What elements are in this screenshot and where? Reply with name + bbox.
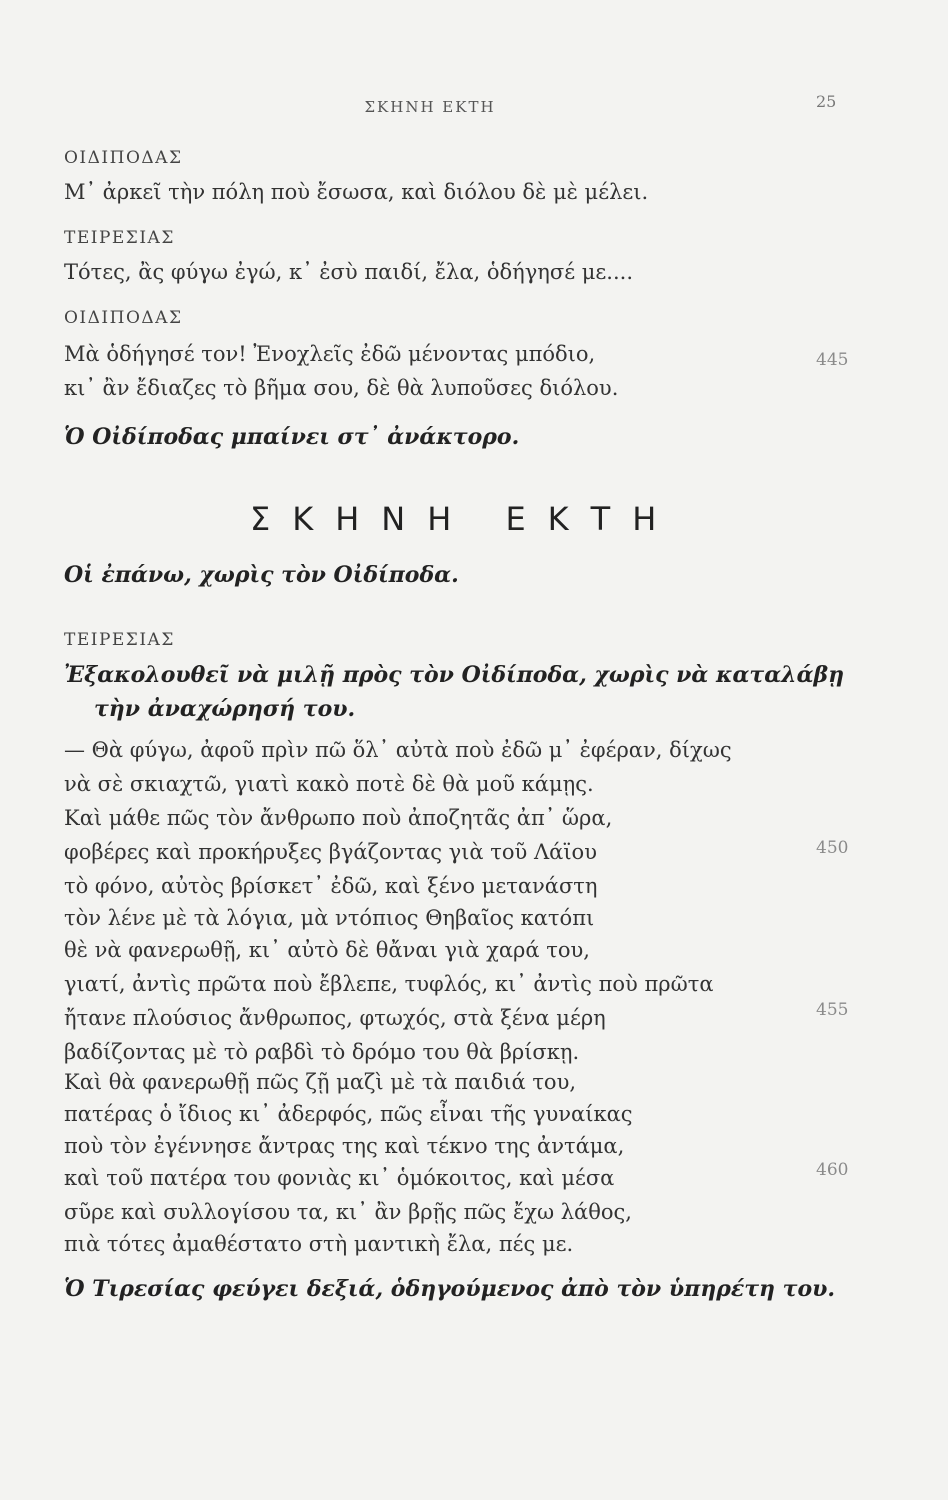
verse-line: κι᾽ ἂν ἔδιαζες τὸ βῆμα σου, δὲ θὰ λυποῦσες διόλου. [64,376,619,400]
verse-line: ποὺ τὸν ἐγέννησε ἄντρας της καὶ τέκνο της ἀντάμα, [64,1134,625,1158]
verse-line: βαδίζοντας μὲ τὸ ραβδὶ τὸ δρόμο του θὰ βρίσκῃ. [64,1040,580,1064]
scene-title: ΣΚΗΝΗ ΕΚΤΗ [250,500,679,538]
line-number: 460 [816,1160,849,1180]
running-header: ΣΚΗΝΗ ΕΚΤΗ [364,98,496,116]
scene-direction: Οἱ ἐπάνω, χωρὶς τὸν Οἰδίποδα. [64,562,459,588]
line-number: 455 [816,1000,849,1020]
verse-line: ἤτανε πλούσιος ἄνθρωπος, φτωχός, στὰ ξένα μέρη [64,1006,606,1030]
verse-line: Τότες, ἂς φύγω ἐγώ, κ᾽ ἐσὺ παιδί, ἔλα, ὁδήγησέ με.... [64,260,634,284]
verse-line: φοβέρες καὶ προκήρυξες βγάζοντας γιὰ τοῦ Λάϊου [64,840,597,864]
verse-line: καὶ τοῦ πατέρα του φονιὰς κι᾽ ὁμόκοιτος, καὶ μέσα [64,1166,615,1190]
speaker-tiresias: ΤΕΙΡΕΣΙΑΣ [64,228,175,248]
speaker-oedipus: ΟΙΔΙΠΟΔΑΣ [64,308,183,328]
verse-line: πατέρας ὁ ἴδιος κι᾽ ἀδερφός, πῶς εἶναι τῆς γυναίκας [64,1102,633,1126]
stage-direction: τὴν ἀναχώρησή του. [94,696,356,722]
verse-line: πιὰ τότες ἀμαθέστατο στὴ μαντικὴ ἔλα, πές με. [64,1232,574,1256]
verse-line: σῦρε καὶ συλλογίσου τα, κι᾽ ἂν βρῇς πῶς ἔχω λάθος, [64,1200,632,1224]
speaker-oedipus: ΟΙΔΙΠΟΔΑΣ [64,148,183,168]
verse-line: — Θὰ φύγω, ἀφοῦ πρὶν πῶ ὅλ᾽ αὐτὰ ποὺ ἐδῶ μ᾽ ἐφέραν, δίχως [64,738,732,762]
page-number: 25 [816,92,837,111]
verse-line: νὰ σὲ σκιαχτῶ, γιατὶ κακὸ ποτὲ δὲ θὰ μοῦ κάμῃς. [64,772,594,796]
verse-line: Καὶ μάθε πῶς τὸν ἄνθρωπο ποὺ ἀποζητᾶς ἀπ᾽ ὥρα, [64,806,613,830]
line-number: 450 [816,838,849,858]
verse-line: θὲ νὰ φανερωθῇ, κι᾽ αὐτὸ δὲ θἄναι γιὰ χαρά του, [64,938,590,962]
speaker-tiresias: ΤΕΙΡΕΣΙΑΣ [64,630,175,650]
verse-line: τὸν λένε μὲ τὰ λόγια, μὰ ντόπιος Θηβαῖος κατόπι [64,906,595,930]
stage-direction: Ὁ Οἰδίποδας μπαίνει στ᾽ ἀνάκτορο. [64,424,520,450]
line-number: 445 [816,350,849,370]
verse-line: γιατί, ἀντὶς πρῶτα ποὺ ἔβλεπε, τυφλός, κι᾽ ἀντὶς ποὺ πρῶτα [64,972,714,996]
stage-direction: Ὁ Τιρεσίας φεύγει δεξιά, ὁδηγούμενος ἀπὸ τὸν ὑπηρέτη του. [64,1276,836,1302]
verse-line: Μὰ ὁδήγησέ τον! Ἐνοχλεῖς ἐδῶ μένοντας μπόδιο, [64,342,596,366]
verse-line: Μ᾽ ἀρκεῖ τὴν πόλη ποὺ ἔσωσα, καὶ διόλου δὲ μὲ μέλει. [64,180,649,204]
stage-direction: Ἐξακολουθεῖ νὰ μιλῇ πρὸς τὸν Οἰδίποδα, χωρὶς νὰ καταλάβῃ [64,662,845,688]
verse-line: τὸ φόνο, αὐτὸς βρίσκετ᾽ ἐδῶ, καὶ ξένο μετανάστη [64,874,598,898]
verse-line: Καὶ θὰ φανερωθῇ πῶς ζῇ μαζὶ μὲ τὰ παιδιά του, [64,1070,577,1094]
